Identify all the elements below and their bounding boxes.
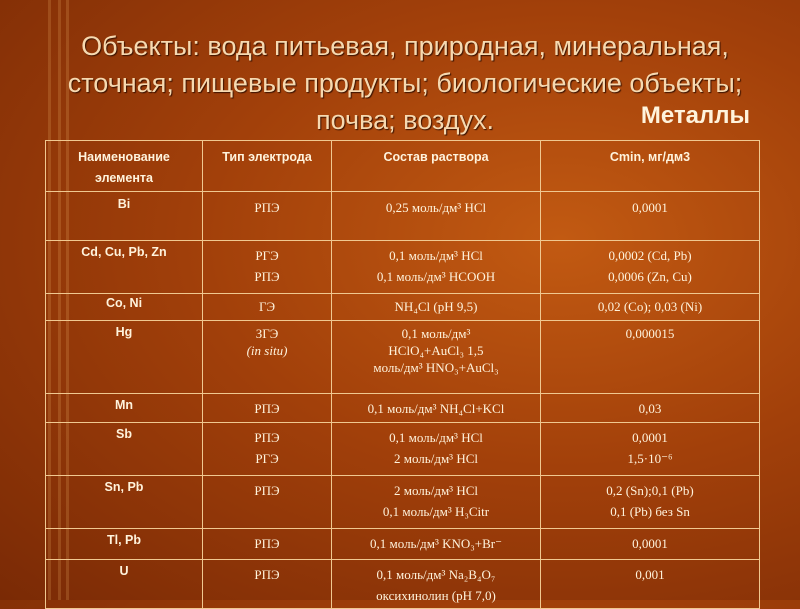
column-header-cmin: Cmin, мг/дм3 — [541, 141, 760, 192]
cmin-cell — [541, 423, 760, 476]
table-row — [46, 394, 760, 423]
table-row — [46, 560, 760, 609]
cmin-text: 0,1 (Pb) без Sn — [610, 504, 690, 519]
solution-text: 0,1 моль/дм³ KNO₃+Br⁻ — [370, 536, 502, 551]
cmin-cell — [541, 321, 760, 394]
cmin-text: 0,0006 (Zn, Cu) — [608, 269, 692, 284]
cmin-cell — [541, 294, 760, 321]
table-row — [46, 529, 760, 560]
cmin-text: 0,03 — [638, 401, 662, 416]
cmin-cell — [541, 529, 760, 560]
element-cell: Sb — [46, 423, 203, 476]
table-row — [46, 241, 760, 294]
element-cell: Bi — [46, 192, 203, 241]
solution-text: моль/дм³ HNO₃+AuCl₃ — [373, 360, 499, 375]
table-header-row — [46, 141, 760, 192]
element-cell: Tl, Pb — [46, 529, 203, 560]
solution-cell — [332, 192, 541, 241]
electrode-cell — [203, 529, 332, 560]
electrode-cell — [203, 294, 332, 321]
electrode-cell — [203, 241, 332, 294]
table-row — [46, 423, 760, 476]
cmin-text: 0,000015 — [625, 326, 675, 341]
cmin-text: 0,0001 — [632, 430, 668, 445]
electrode-text: РГЭ — [255, 248, 279, 263]
electrode-cell — [203, 476, 332, 529]
solution-text: 0,1 моль/дм³ HCl — [389, 430, 483, 445]
element-cell: U — [46, 560, 203, 609]
cmin-cell — [541, 192, 760, 241]
electrode-text: РПЭ — [254, 430, 280, 445]
solution-cell — [332, 241, 541, 294]
cmin-text: 0,0001 — [632, 536, 668, 551]
solution-cell — [332, 529, 541, 560]
solution-cell — [332, 476, 541, 529]
electrode-cell — [203, 321, 332, 394]
electrode-text: ЗГЭ — [255, 326, 279, 341]
element-cell: Sn, Pb — [46, 476, 203, 529]
electrode-text: РПЭ — [254, 483, 280, 498]
solution-cell — [332, 294, 541, 321]
column-header-electrode: Тип электрода — [203, 141, 332, 192]
table-row — [46, 294, 760, 321]
electrode-text: РПЭ — [254, 269, 280, 284]
solution-text: 0,1 моль/дм³ HCl — [389, 248, 483, 263]
solution-cell — [332, 394, 541, 423]
cmin-cell — [541, 476, 760, 529]
solution-text: 0,1 моль/дм³ H₃Citr — [382, 504, 490, 519]
cmin-text: 0,2 (Sn);0,1 (Pb) — [606, 483, 694, 498]
solution-text: 0,25 моль/дм³ HCl — [385, 200, 487, 215]
element-cell: Cd, Cu, Pb, Zn — [46, 241, 203, 294]
electrode-cell — [203, 394, 332, 423]
electrode-text: РПЭ — [254, 567, 280, 582]
table-row — [46, 321, 760, 394]
solution-text: оксихинолин (pH 7,0) — [376, 588, 496, 603]
solution-text: 2 моль/дм³ HCl — [394, 451, 478, 466]
cmin-text: 0,0002 (Cd, Pb) — [608, 248, 692, 263]
electrode-text: РПЭ — [254, 536, 280, 551]
solution-text: 2 моль/дм³ HCl — [394, 483, 478, 498]
electrode-text: РПЭ — [254, 401, 280, 416]
electrode-cell — [203, 423, 332, 476]
solution-text: HClO₄+AuCl₃ 1,5 — [388, 343, 484, 358]
solution-text: 0,1 моль/дм³ NH₄Cl+KCl — [367, 401, 505, 416]
electrode-cell — [203, 560, 332, 609]
element-cell: Co, Ni — [46, 294, 203, 321]
slide-title: Объекты: вода питьевая, природная, минеральная, сточная; пищевые продукты; биологические объекты; почва; воздух. — [67, 31, 743, 135]
solution-cell — [332, 560, 541, 609]
column-header-solution: Состав раствора — [332, 141, 541, 192]
cmin-text: 0,001 — [635, 567, 665, 582]
electrode-cell — [203, 192, 332, 241]
cmin-text: 0,02 (Co); 0,03 (Ni) — [597, 299, 703, 314]
solution-text: NH₄Cl (pH 9,5) — [394, 299, 478, 314]
cmin-text: 0,0001 — [632, 200, 668, 215]
solution-cell — [332, 321, 541, 394]
cmin-text: 1,5·10⁻⁶ — [627, 451, 673, 466]
electrode-text: РПЭ — [254, 200, 280, 215]
electrode-text: РГЭ — [255, 451, 279, 466]
metals-table — [45, 140, 760, 609]
column-header-element: Наименование элемента — [46, 141, 203, 192]
table-row — [46, 192, 760, 241]
electrode-text: (in situ) — [246, 343, 288, 358]
cmin-cell — [541, 394, 760, 423]
table-row — [46, 476, 760, 529]
cmin-cell — [541, 560, 760, 609]
solution-text: 0,1 моль/дм³ HCOOH — [376, 269, 496, 284]
element-cell: Mn — [46, 394, 203, 423]
solution-cell — [332, 423, 541, 476]
electrode-text: ГЭ — [258, 299, 276, 314]
element-cell: Hg — [46, 321, 203, 394]
slide-subtitle: Металлы — [640, 102, 750, 129]
solution-text: 0,1 моль/дм³ Na₂B₄O₇ — [376, 567, 496, 582]
solution-text: 0,1 моль/дм³ — [401, 326, 471, 341]
cmin-cell — [541, 241, 760, 294]
